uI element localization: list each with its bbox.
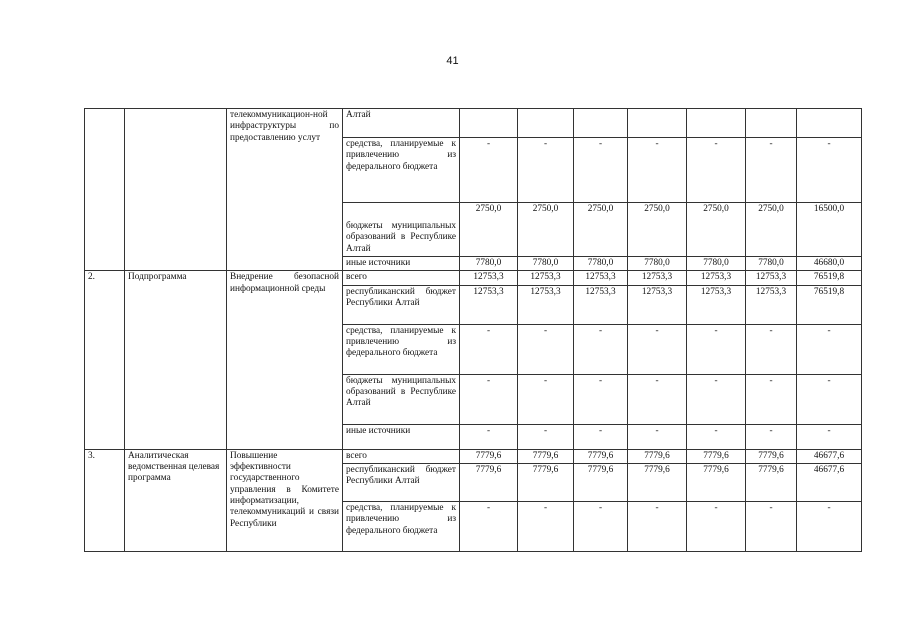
value-cell: 7779,6 xyxy=(460,463,518,501)
funding-source-cell: республиканский бюджет Республики Алтай xyxy=(343,463,460,501)
table-row xyxy=(85,271,862,285)
value-cell: - xyxy=(746,138,797,203)
value-cell: - xyxy=(518,138,574,203)
total-cell: 46677,6 xyxy=(797,449,862,463)
value-cell: 2750,0 xyxy=(460,203,518,257)
value-cell: - xyxy=(628,424,687,449)
funding-source-cell: бюджеты муниципальных образований в Республике Алтай xyxy=(343,374,460,424)
value-cell: 2750,0 xyxy=(746,203,797,257)
value-cell: 12753,3 xyxy=(746,285,797,324)
value-cell: 2750,0 xyxy=(687,203,746,257)
total-cell: - xyxy=(797,374,862,424)
value-cell: - xyxy=(460,324,518,374)
value-cell: - xyxy=(687,324,746,374)
total-cell: 16500,0 xyxy=(797,203,862,257)
value-cell: - xyxy=(460,138,518,203)
program-name-cell: Внедрение безопасной информационной среды xyxy=(227,271,343,449)
value-cell: - xyxy=(746,374,797,424)
value-cell: 7779,6 xyxy=(574,463,628,501)
value-cell: 7780,0 xyxy=(518,257,574,271)
funding-source-cell: средства, планируемые к привлечению из федерального бюджета xyxy=(343,138,460,203)
value-cell: 12753,3 xyxy=(518,271,574,285)
funding-source-cell: бюджеты муниципальных образований в Республике Алтай xyxy=(343,203,460,257)
program-type-cell: Подпрограмма xyxy=(125,271,227,449)
value-cell: 2750,0 xyxy=(518,203,574,257)
page-number: 41 xyxy=(446,55,459,67)
value-cell: - xyxy=(460,501,518,551)
value-cell: 7779,6 xyxy=(746,463,797,501)
value-cell: 12753,3 xyxy=(574,285,628,324)
value-cell: 7780,0 xyxy=(687,257,746,271)
value-cell: 12753,3 xyxy=(628,271,687,285)
value-cell: - xyxy=(628,138,687,203)
value-cell: 12753,3 xyxy=(460,285,518,324)
value-cell: 12753,3 xyxy=(687,271,746,285)
program-type-cell xyxy=(125,109,227,271)
program-name-cell: телекоммуникацион-ной инфраструктуры по предоставлению услут xyxy=(227,109,343,271)
row-number-cell: 3. xyxy=(85,449,125,551)
funding-source-cell: иные источники xyxy=(343,257,460,271)
total-cell: 46680,0 xyxy=(797,257,862,271)
total-cell: - xyxy=(797,424,862,449)
table-row xyxy=(85,109,862,138)
budget-table xyxy=(84,108,862,552)
total-cell: - xyxy=(797,324,862,374)
value-cell: 12753,3 xyxy=(460,271,518,285)
value-cell: - xyxy=(518,324,574,374)
value-cell: 7779,6 xyxy=(518,463,574,501)
value-cell: 12753,3 xyxy=(746,271,797,285)
value-cell: - xyxy=(746,501,797,551)
value-cell: - xyxy=(746,424,797,449)
value-cell xyxy=(746,109,797,138)
value-cell: 7779,6 xyxy=(518,449,574,463)
total-cell xyxy=(797,109,862,138)
value-cell: - xyxy=(746,324,797,374)
program-name-cell: Повышение эффективности государственного управления в Комитете информатизации, телекоммуникаций и связи Республики xyxy=(227,449,343,551)
funding-source-cell: средства, планируемые к привлечению из федерального бюджета xyxy=(343,324,460,374)
value-cell: - xyxy=(518,424,574,449)
value-cell xyxy=(574,109,628,138)
value-cell: - xyxy=(687,374,746,424)
value-cell: 2750,0 xyxy=(574,203,628,257)
value-cell: - xyxy=(687,138,746,203)
total-cell: - xyxy=(797,138,862,203)
value-cell: - xyxy=(687,424,746,449)
value-cell: - xyxy=(460,424,518,449)
value-cell: - xyxy=(574,424,628,449)
value-cell: - xyxy=(574,138,628,203)
value-cell: 7780,0 xyxy=(628,257,687,271)
value-cell xyxy=(460,109,518,138)
value-cell: - xyxy=(518,374,574,424)
value-cell: 2750,0 xyxy=(628,203,687,257)
value-cell: 7780,0 xyxy=(460,257,518,271)
value-cell: - xyxy=(574,324,628,374)
total-cell: 46677,6 xyxy=(797,463,862,501)
funding-source-cell: всего xyxy=(343,271,460,285)
program-type-cell: Аналитическая ведомственная целевая программа xyxy=(125,449,227,551)
value-cell: 7779,6 xyxy=(574,449,628,463)
value-cell: - xyxy=(574,501,628,551)
value-cell: - xyxy=(628,501,687,551)
row-number-cell: 2. xyxy=(85,271,125,449)
value-cell: - xyxy=(628,374,687,424)
value-cell: 12753,3 xyxy=(687,285,746,324)
value-cell: 7779,6 xyxy=(746,449,797,463)
value-cell: 12753,3 xyxy=(518,285,574,324)
value-cell: 7779,6 xyxy=(628,463,687,501)
value-cell: 7780,0 xyxy=(746,257,797,271)
value-cell xyxy=(628,109,687,138)
value-cell: - xyxy=(574,374,628,424)
value-cell xyxy=(687,109,746,138)
funding-source-cell: всего xyxy=(343,449,460,463)
row-number-cell xyxy=(85,109,125,271)
value-cell: 7779,6 xyxy=(628,449,687,463)
funding-source-cell: средства, планируемые к привлечению из федерального бюджета xyxy=(343,501,460,551)
value-cell: 7779,6 xyxy=(687,449,746,463)
value-cell: - xyxy=(460,374,518,424)
value-cell xyxy=(518,109,574,138)
total-cell: - xyxy=(797,501,862,551)
funding-source-cell: Алтай xyxy=(343,109,460,138)
funding-source-cell: республиканский бюджет Республики Алтай xyxy=(343,285,460,324)
value-cell: 12753,3 xyxy=(628,285,687,324)
value-cell: - xyxy=(687,501,746,551)
value-cell: 7779,6 xyxy=(460,449,518,463)
value-cell: - xyxy=(628,324,687,374)
value-cell: 7780,0 xyxy=(574,257,628,271)
total-cell: 76519,8 xyxy=(797,285,862,324)
total-cell: 76519,8 xyxy=(797,271,862,285)
value-cell: 7779,6 xyxy=(687,463,746,501)
table-row xyxy=(85,449,862,463)
funding-source-cell: иные источники xyxy=(343,424,460,449)
value-cell: 12753,3 xyxy=(574,271,628,285)
value-cell: - xyxy=(518,501,574,551)
